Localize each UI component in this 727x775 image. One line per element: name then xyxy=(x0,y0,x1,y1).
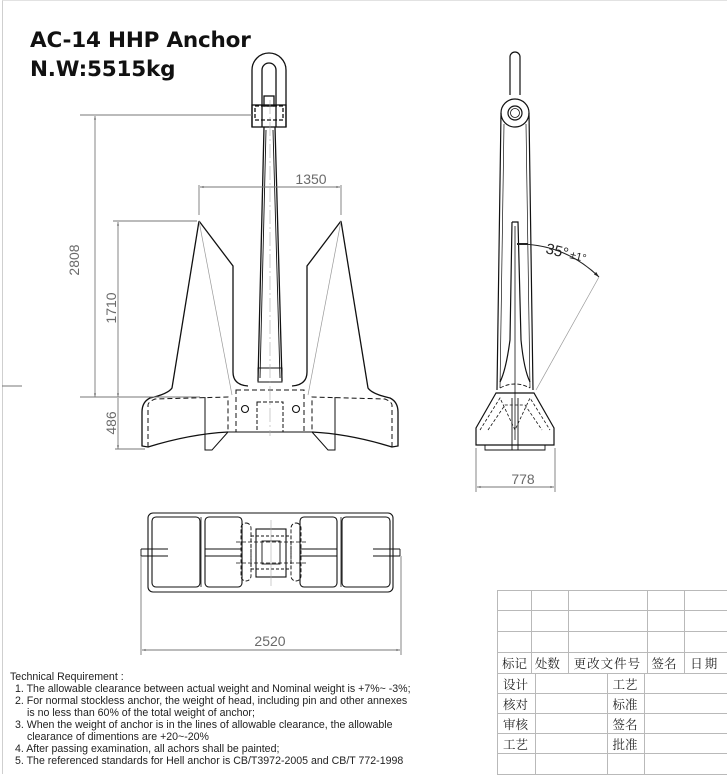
label-craft: 工艺 xyxy=(498,734,536,754)
net-weight-label: N.W:5515kg xyxy=(30,55,251,84)
label-approve: 批准 xyxy=(607,734,645,754)
tech-req-item: 3. When the weight of anchor is in the lines of allowable clearance, the allowable xyxy=(10,719,411,731)
plan-view xyxy=(141,513,400,592)
col-date: 日期 xyxy=(685,653,727,674)
anchor-model-title: AC-14 HHP Anchor xyxy=(30,26,251,55)
dim-crown-height: 486 xyxy=(103,411,119,435)
tech-req-item: 1. The allowable clearance between actual weight and Nominal weight is +7%~ -3%; xyxy=(10,683,411,695)
dim-fluke-angle: 35°±1° xyxy=(544,240,588,266)
revision-table xyxy=(497,590,727,674)
process-value xyxy=(645,674,727,694)
tech-req-item: 5. The referenced standards for Hell anchor is CB/T3972-2005 and CB/T 772-1998 xyxy=(10,755,411,767)
label-review: 审核 xyxy=(498,714,536,734)
tech-req-item: 4. After passing examination, all achors shall be painted; xyxy=(10,743,411,755)
tech-req-item-cont: clearance of dimentions are +20~-20% xyxy=(10,731,411,743)
front-view xyxy=(142,53,398,450)
label-design: 设计 xyxy=(498,674,536,694)
side-view xyxy=(476,52,554,450)
tech-req-heading: Technical Requirement : xyxy=(10,671,411,683)
label-process: 工艺 xyxy=(607,674,645,694)
dim-fluke-height: 1710 xyxy=(103,292,119,323)
col-mark: 标记 xyxy=(498,653,532,674)
col-change-doc: 更改文件号 xyxy=(568,653,648,674)
dim-total-height: 2808 xyxy=(66,244,82,275)
label-standard: 标准 xyxy=(607,694,645,714)
revision-header-row xyxy=(498,653,727,674)
tech-req-item: 2. For normal stockless anchor, the weight of head, including pin and other annexes xyxy=(10,695,411,707)
fluke-angle-dimension xyxy=(517,244,599,390)
dim-fluke-span: 1350 xyxy=(295,171,326,187)
approval-table xyxy=(497,673,727,775)
design-value xyxy=(535,674,607,694)
label-check: 核对 xyxy=(498,694,536,714)
dim-plan-width: 2520 xyxy=(254,633,285,649)
col-signature: 签名 xyxy=(648,653,685,674)
label-sign: 签名 xyxy=(607,714,645,734)
tech-req-item-cont: is no less than 60% of the total weight of anchor; xyxy=(10,707,411,719)
technical-requirements xyxy=(10,671,411,767)
dim-side-width: 778 xyxy=(511,471,535,487)
col-count: 处数 xyxy=(531,653,568,674)
